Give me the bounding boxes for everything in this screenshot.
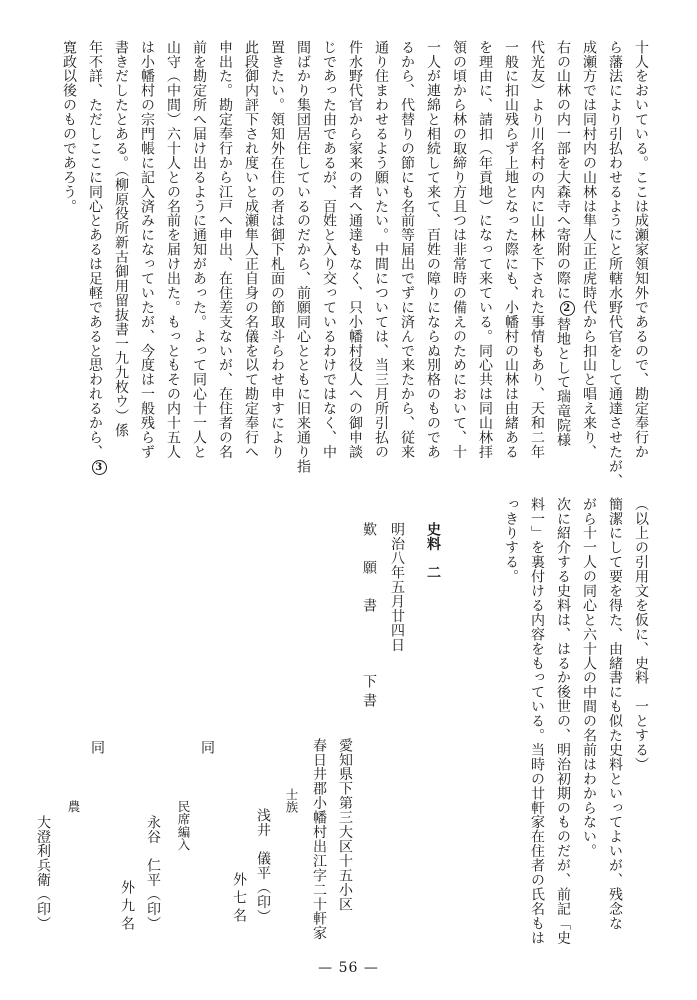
text-column: 山守（中間）六十人との名前を届け出た。もっともその内十五人	[165, 40, 181, 460]
document-title: 歎 願 書 下書	[361, 522, 377, 712]
text-column: 書きだしたとある。（柳原役所新古御用留抜書一九九枚ウ）係	[113, 40, 129, 438]
text-column: 置きたい。領知外在住の者は御下札面の節取斗らわせ申すにより	[269, 40, 285, 460]
document-date: 明治八年五月廿四日	[389, 522, 405, 653]
signatory-name: 大澄利兵衛（印）	[35, 815, 51, 931]
same-mark: 同	[89, 740, 105, 755]
text-column: 一人が連綿と相続して来て、百姓の障りにならぬ別格のものであ	[425, 40, 441, 460]
signatory-rank: 士族	[284, 788, 299, 814]
footnote-marker: 3	[92, 460, 107, 475]
text-column	[88, 40, 107, 476]
text-column: 前を勘定所へ届け出るように通知があった。よって同心十一人と	[191, 40, 207, 460]
text-column: 次に紹介する史料は、はるか後世の、明治初期のものだが、前記「史	[555, 497, 571, 945]
signatory-rank: 農	[66, 800, 81, 813]
text-column	[556, 40, 575, 447]
text-column: 件水野代官から家来の者へ通達もなく、只小幡村役人への御申談	[347, 40, 363, 460]
text-fragment: 年不詳、ただしここに同心とあるは足軽であると思われるから、	[87, 40, 103, 460]
same-mark: 同	[199, 740, 215, 755]
text-column: （以上の引用文を仮に、史料 一とする）	[633, 497, 649, 772]
text-column: 申出た。勘定奉行から江戸へ申出、在住差支ないが、在住者の名	[217, 40, 233, 460]
signatory-name: 永谷 仁平（印）	[145, 815, 161, 931]
text-column: 一般に扣山残らず上地となった際にも、小幡村の山林は由緒ある	[503, 40, 519, 460]
footnote-marker: 2	[560, 301, 575, 316]
signatory-rank: 民席編入	[176, 800, 191, 851]
address-line: 愛知県下第三大区十五小区	[337, 738, 353, 912]
text-fragment: 右の山林の内一部を大森寺へ寄附の際に	[555, 40, 571, 301]
text-column: るから、代替りの節にも名前等届出でずに済んで来たから、従来	[399, 40, 415, 460]
text-column: 料一」を裏付ける内容をもっている。当時の廿軒家在住者の氏名もは	[529, 497, 545, 945]
document-heading: 史料 二	[425, 522, 441, 580]
text-column: がら十一人の同心と六十人の中間の名前はわからない。	[581, 497, 597, 859]
address-line: 春日井郡小幡村出江字二十軒家	[311, 738, 327, 941]
text-column: 領の頃から林の取締り方且つは非常時の備えのためにおいて、十	[451, 40, 467, 460]
text-column: 十人をおいている。ここは成瀬家領知外であるので、勘定奉行か	[633, 40, 649, 460]
signatory-name: 浅井 儀平（印）	[255, 808, 271, 924]
text-column: 簡潔にして要を得た、由緒書にも似た史料といってよいが、残念な	[607, 497, 623, 931]
text-column: ら藩法により引払わせるようにと所轄水野代官をして通達させたが、	[607, 40, 623, 488]
text-column: 寛政以後のものであろう。	[61, 40, 77, 214]
text-column: を理由に、請扣（年貢地）になって来ている。同心共は同山林拝	[477, 40, 493, 460]
signatory-count: 外七名	[231, 872, 247, 926]
text-column: っきりする。	[503, 497, 519, 584]
page-number: — 56 —	[318, 960, 379, 976]
text-column: 通り住まわせるよう願いたい。中間については、当三月所引払の	[373, 40, 389, 460]
text-column: 間ばかり集団居住しているのだから、前願同心とともに旧来通り指	[295, 40, 311, 474]
text-column: 成瀬方では同村内の山林は隼人正正虎時代から扣山と唱え来り、	[581, 40, 597, 460]
text-column: 代光友）より川名村の内に山林を下された事情もあり、天和二年	[529, 40, 545, 460]
signatory-count: 外九名	[119, 880, 135, 934]
text-column: は小幡村の宗門帳に記入済みになっていたが、今度は一般残らず	[139, 40, 155, 460]
text-column: じであった由であるが、百姓と入り交っているわけではなく、中	[321, 40, 337, 460]
text-fragment: 替地として瑞竜院様	[555, 317, 571, 448]
text-column: 此段御内評下され度いと成瀬隼人正自身の名儀を以て勘定奉行へ	[243, 40, 259, 460]
